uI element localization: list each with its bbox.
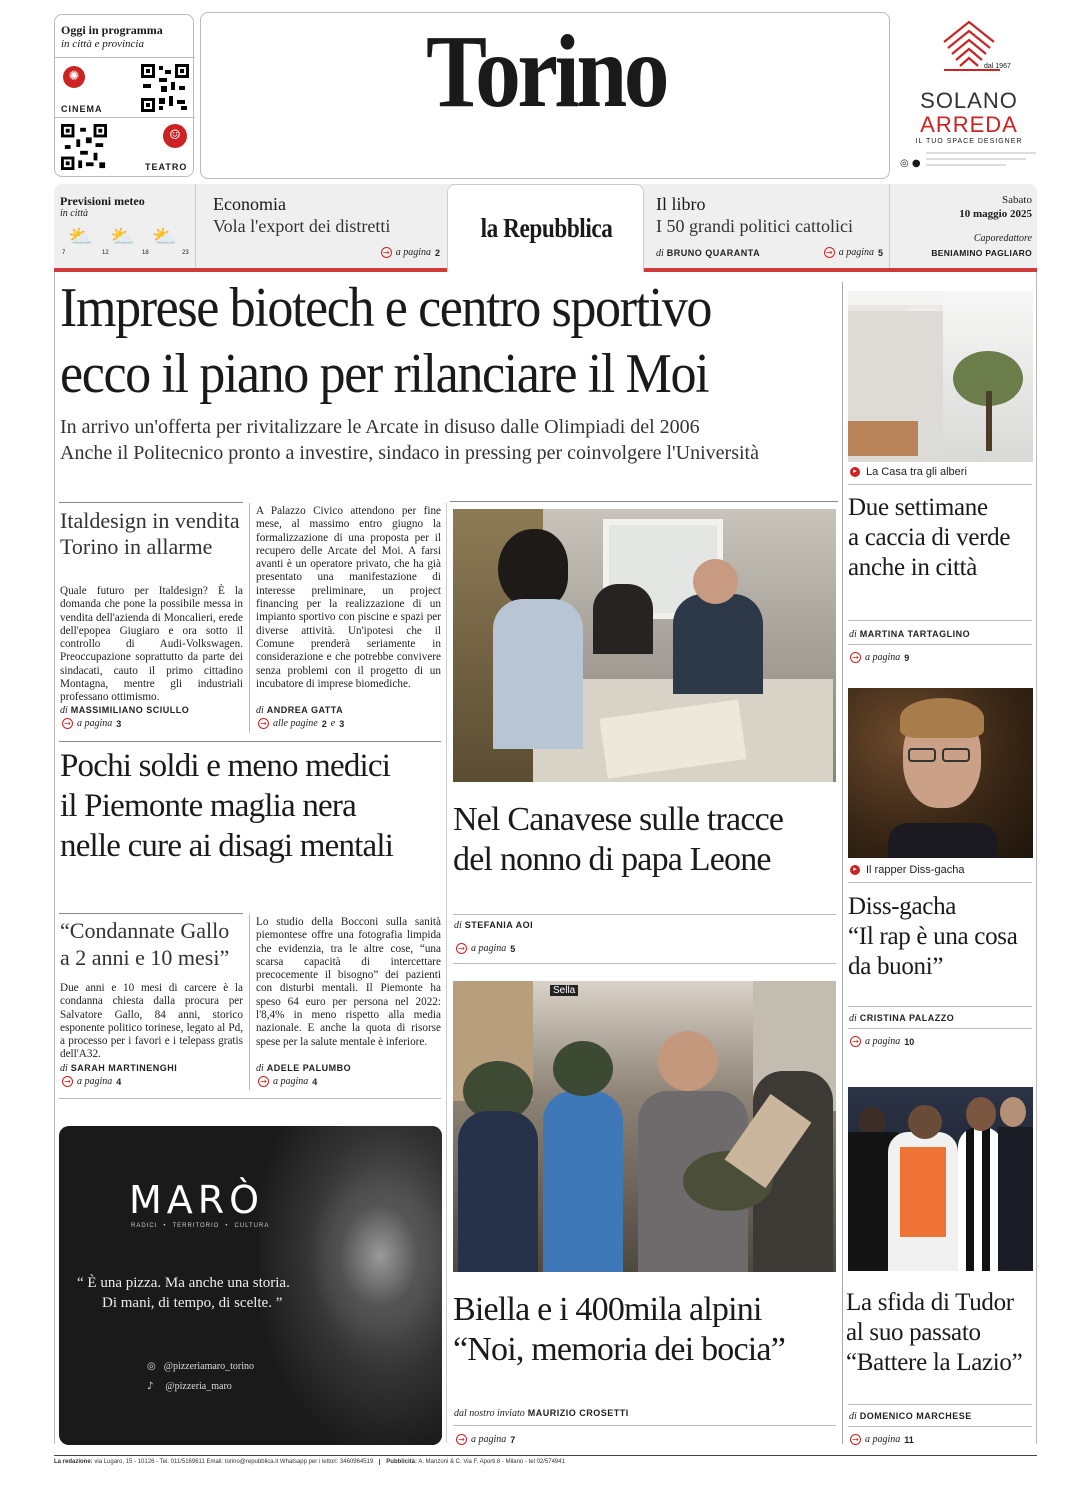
libro-byline: di BRUNO QUARANTA — [656, 248, 761, 259]
footer-rule — [54, 1455, 1037, 1456]
lead-headline-2[interactable]: ecco il piano per rilanciare il Moi — [60, 343, 709, 405]
meteo-box — [54, 184, 196, 268]
solano-brand2: ARREDA — [920, 112, 1018, 137]
dateline-role: Caporedattore — [973, 233, 1032, 244]
maro-tiktok[interactable]: ♪ @pizzeria_maro — [147, 1381, 232, 1392]
canavese-headline-2[interactable]: del nonno di papa Leone — [453, 841, 771, 878]
salute-headline-3[interactable]: nelle cure ai disagi mentali — [60, 828, 394, 864]
tudor-pageref[interactable]: → a pagina 11 — [850, 1434, 914, 1445]
economia-teaser[interactable] — [200, 184, 446, 268]
solano-social-icons[interactable]: ◎ ● — [900, 158, 921, 169]
tudor-headline-2[interactable]: al suo passato — [846, 1319, 981, 1346]
ad-maro[interactable] — [59, 1126, 442, 1445]
teatro-icon: ☺ — [163, 124, 187, 148]
rap-pageref[interactable]: → a pagina 10 — [850, 1036, 914, 1047]
canavese-pageref[interactable]: → a pagina 5 — [456, 943, 515, 954]
arrow-right-icon: → — [258, 718, 269, 729]
libro-pageref[interactable]: → a pagina 5 — [824, 247, 883, 258]
salute-headline-2[interactable]: il Piemonte maglia nera — [60, 788, 356, 824]
libro-headline: I 50 grandi politici cattolici — [656, 216, 853, 236]
italdesign-headline-1[interactable]: Italdesign in vendita — [60, 508, 240, 533]
photo-rap[interactable] — [848, 688, 1033, 858]
gallo-headline-1[interactable]: “Condannate Gallo — [60, 918, 230, 943]
cinema-icon: ✺ — [63, 66, 85, 88]
italdesign-headline-2[interactable]: Torino in allarme — [60, 534, 213, 559]
lead-deck-1: In arrivo un'offerta per rivitalizzare le Arcate in disuso dalle Olimpiadi del 2006 — [60, 416, 700, 438]
column-divider-right — [842, 282, 843, 1444]
arrow-right-icon: → — [456, 1434, 467, 1445]
moi-byline: di ANDREA GATTA — [256, 705, 344, 716]
meteo-hour: 7 — [62, 250, 66, 256]
gallo-headline-2[interactable]: a 2 anni e 10 mesi” — [60, 945, 230, 970]
alpini-pageref[interactable]: → a pagina 7 — [456, 1434, 515, 1445]
salute-byline: di ADELE PALUMBO — [256, 1063, 352, 1074]
gallo-body: Due anni e 10 mesi di carcere è la condanna chiesta dalla procura per Salvatore Gallo, 84 anni, storico esponente politico torinese, legato al Pd, a processo per i favori e i telepass gratis dell'A32. — [60, 982, 243, 1061]
arrow-right-icon: → — [62, 718, 73, 729]
gallo-pageref[interactable]: → a pagina 4 — [62, 1076, 121, 1087]
frame-left — [54, 272, 55, 1444]
rap-byline: di CRISTINA PALAZZO — [849, 1013, 955, 1024]
alpini-headline-1[interactable]: Biella e i 400mila alpini — [453, 1291, 762, 1328]
masthead-box — [200, 12, 890, 179]
teatro-qr-code[interactable] — [61, 124, 107, 170]
canavese-headline-1[interactable]: Nel Canavese sulle tracce — [453, 801, 784, 838]
cinema-qr-code[interactable] — [141, 64, 189, 112]
verde-byline: di MARTINA TARTAGLINO — [849, 629, 971, 640]
photo-verde[interactable] — [848, 291, 1033, 462]
lead-rule — [450, 501, 838, 502]
alpini-byline: dal nostro inviato MAURIZIO CROSETTI — [454, 1408, 629, 1419]
moi-pageref[interactable]: → alle pagine 2 e 3 — [258, 718, 344, 729]
salute-headline-1[interactable]: Pochi soldi e meno medici — [60, 748, 391, 784]
tudor-headline-1[interactable]: La sfida di Tudor — [846, 1289, 1014, 1316]
dateline-editor: BENIAMINO PAGLIARO — [931, 248, 1032, 258]
arrow-right-icon: → — [850, 1036, 861, 1047]
economia-headline: Vola l'export dei distretti — [213, 216, 391, 236]
arrow-right-icon: → — [456, 943, 467, 954]
arrow-right-icon: → — [258, 1076, 269, 1087]
verde-caption: ▸ La Casa tra gli alberi — [850, 466, 967, 478]
moi-body: A Palazzo Civico attendono per fine mese, al massimo entro giugno la formalizzazione di una proposta per il recupero delle Arcate del Moi. A farsi avanti è un operatore privato, che ha già presentato una manifestazione di interesse preliminare, un project financing per la realizzazione di un impianto sportivo con piscine e spazi per diverse attività. Un'ipotesi che il Comune prenderà seriamente in considerazione e che potrebbe convivere senza problemi con il progetto di un incubatore di imprese biomediche. — [256, 505, 441, 690]
weather-icon: ⛅ — [152, 224, 177, 248]
photo-tudor[interactable] — [848, 1087, 1033, 1271]
photo-alpini[interactable] — [453, 981, 836, 1272]
rap-headline-2[interactable]: “Il rap è una cosa — [848, 923, 1018, 950]
meteo-hour: 18 — [142, 250, 149, 256]
masthead-title: Torino — [426, 14, 666, 129]
cinema-label: CINEMA — [61, 104, 103, 114]
salute-pageref[interactable]: → a pagina 4 — [258, 1076, 317, 1087]
arrow-right-icon: → — [850, 1434, 861, 1445]
arrow-right-icon: → — [824, 247, 835, 258]
gallo-byline: di SARAH MARTINENGHI — [60, 1063, 178, 1074]
meteo-hour: 23 — [182, 250, 189, 256]
ad-solano[interactable] — [896, 12, 1042, 179]
verde-headline-2[interactable]: a caccia di verde — [848, 524, 1011, 551]
maro-quote-1: “ È una pizza. Ma anche una storia. — [77, 1275, 290, 1291]
solano-brand1: SOLANO — [920, 88, 1018, 113]
lead-headline-1[interactable]: Imprese biotech e centro sportivo — [60, 277, 712, 339]
tudor-byline: di DOMENICO MARCHESE — [849, 1411, 972, 1422]
tiktok-icon: ♪ — [147, 1381, 154, 1392]
italdesign-pageref[interactable]: → a pagina 3 — [62, 718, 121, 729]
verde-pageref[interactable]: → a pagina 9 — [850, 652, 909, 663]
dateline-date: 10 maggio 2025 — [959, 208, 1032, 220]
frame-right — [1036, 272, 1037, 1444]
meteo-title: Previsioni meteo — [60, 194, 145, 208]
libro-section: Il libro — [656, 194, 706, 214]
solano-tagline: IL TUO SPACE DESIGNER — [915, 138, 1023, 145]
repubblica-logo: la Repubblica — [480, 213, 613, 243]
weather-icon: ⛅ — [68, 224, 93, 248]
economia-pageref[interactable]: → a pagina 2 — [381, 247, 440, 258]
economia-section: Economia — [213, 194, 286, 214]
canavese-byline: di STEFANIA AOI — [454, 920, 534, 931]
maro-instagram[interactable]: ◎ @pizzeriamaro_torino — [147, 1361, 255, 1372]
verde-headline-1[interactable]: Due settimane — [848, 494, 988, 521]
maro-sub: RADICI • TERRITORIO • CULTURA — [131, 1223, 270, 1229]
instagram-icon: ◎ — [147, 1361, 156, 1372]
salute-body: Lo studio della Bocconi sulla sanità piemontese offre una fotografia limpida che evidenzia, tra le altre cose, “una scarsa capacità di intercettare precocemente il bisogno” dei pazienti con disturbi mentali. Il Piemonte ha speso 64 euro per persona nel 2022: l'8,4% in meno rispetto alla media nazionale. E anche la quota di risorse spese per la salute mentale è inferiore. — [256, 916, 441, 1048]
play-icon: ▸ — [850, 865, 860, 875]
rap-caption: ▸ Il rapper Diss-gacha — [850, 864, 964, 876]
arrow-right-icon: → — [850, 652, 861, 663]
maro-brand: MARÒ — [129, 1178, 265, 1222]
tudor-headline-3[interactable]: “Battere la Lazio” — [846, 1349, 1023, 1376]
repubblica-logo-box[interactable] — [447, 184, 644, 272]
rap-headline-3[interactable]: da buoni” — [848, 953, 944, 980]
cinema-tile[interactable] — [55, 57, 195, 117]
italdesign-body: Quale futuro per Italdesign? È la domanda che pone la possibile messa in vendita dell'azienda di Moncalieri, erede dell'epopea Giugiaro e ora sotto il controllo di Audi-Volkswagen. Preoccupazione soprattutto da parte dei sindacati, cauto il primo cittadino Montagna, mentre gli industriali professano ottimismo. — [60, 585, 243, 704]
solano-since: dal 1967 — [984, 63, 1011, 70]
arrow-right-icon: → — [381, 247, 392, 258]
arrow-right-icon: → — [62, 1076, 73, 1087]
meteo-icons — [62, 224, 196, 260]
alpini-headline-2[interactable]: “Noi, memoria dei bocia” — [453, 1331, 785, 1368]
lead-deck-2: Anche il Politecnico pronto a investire, sindaco in pressing per coinvolgere l'Università — [60, 442, 759, 464]
italdesign-byline: di MASSIMILIANO SCIULLO — [60, 705, 190, 716]
programme-box — [54, 14, 194, 177]
teatro-label: TEATRO — [145, 162, 188, 172]
rap-headline-1[interactable]: Diss-gacha — [848, 893, 957, 920]
verde-headline-3[interactable]: anche in città — [848, 554, 978, 581]
maro-quote-2: Di mani, di tempo, di scelte. ” — [102, 1295, 283, 1311]
footer: La redazione: via Lugaro, 15 - 10126 - Tel. 011/5169611 Email: torino@repubblica.it Whatsapp per i lettori: 3460964519 Pubblicità: A. Manzoni & C. Via F. Aporti 8 - Milano - tel 02/574941 — [54, 1459, 565, 1465]
photo-canavese[interactable] — [453, 509, 836, 782]
dateline-day: Sabato — [1002, 194, 1032, 206]
play-icon: ▸ — [850, 467, 860, 477]
alpini-sign: Sella — [550, 985, 578, 996]
weather-icon: ⛅ — [110, 224, 135, 248]
programme-subtitle: in città e provincia — [61, 38, 144, 50]
meteo-hour: 12 — [102, 250, 109, 256]
teatro-tile[interactable] — [55, 117, 195, 178]
libro-teaser[interactable] — [646, 184, 890, 268]
programme-title: Oggi in programma — [61, 23, 163, 37]
dateline — [892, 184, 1034, 268]
meteo-subtitle: in città — [60, 208, 89, 219]
